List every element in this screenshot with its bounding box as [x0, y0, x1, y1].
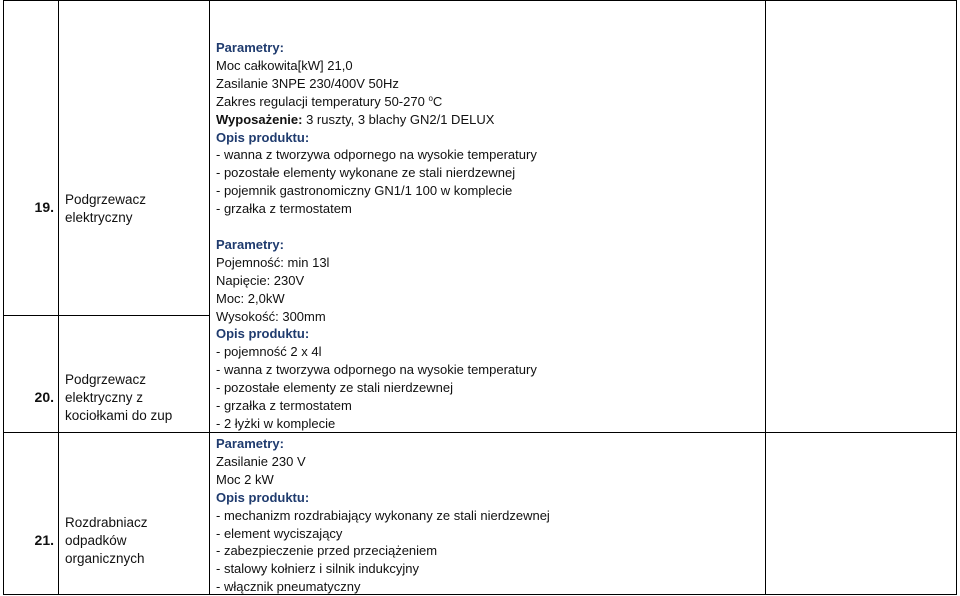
- row-number-cell: [3, 315, 59, 433]
- row-number-cell: [3, 0, 59, 316]
- param-line: Zasilanie 230 V: [216, 453, 306, 469]
- description-heading: Opis produktu:: [216, 489, 310, 505]
- desc-line: - wanna z tworzywa odpornego na wysokie temperatury: [216, 147, 537, 163]
- product-name-line: elektryczny: [65, 210, 133, 225]
- spec-grid: [3, 0, 957, 595]
- desc-line: - stalowy kołnierz i silnik indukcyjny: [216, 561, 420, 577]
- param-line: [216, 93, 537, 111]
- product-name-line: kociołkami do zup: [65, 408, 173, 423]
- product-description: [216, 435, 550, 596]
- product-description-cell: [209, 0, 766, 433]
- desc-line: - 2 łyżki w komplecie: [216, 416, 336, 432]
- param-line: Zasilanie 3NPE 230/400V 50Hz: [216, 75, 399, 91]
- product-name: [65, 371, 205, 425]
- empty-cell: [765, 432, 957, 595]
- desc-line: - mechanizm rozdrabiający wykonany ze stali nierdzewnej: [216, 507, 550, 523]
- product-name-cell: [58, 315, 210, 433]
- parameters-heading: Parametry:: [216, 436, 284, 451]
- product-name-line: odpadków: [65, 533, 127, 548]
- desc-line: - grzałka z termostatem: [216, 201, 352, 217]
- product-name-line: Podgrzewacz: [65, 372, 147, 387]
- row-number: 21.: [34, 532, 54, 548]
- description-heading: Opis produktu:: [216, 129, 310, 145]
- desc-line: - zabezpieczenie przed przeciążeniem: [216, 543, 438, 559]
- param-text: Zakres regulacji temperatury 50-270: [216, 93, 425, 109]
- param-line: Moc 2 kW: [216, 471, 274, 487]
- equipment-value: 3 ruszty, 3 blachy GN2/1 DELUX: [302, 111, 495, 127]
- parameters-heading: Parametry:: [216, 236, 284, 252]
- row-number-cell: [3, 432, 59, 595]
- desc-line: - wanna z tworzywa odpornego na wysokie temperatury: [216, 362, 537, 378]
- desc-line: - grzałka z termostatem: [216, 398, 352, 414]
- product-description-cell: [209, 432, 766, 595]
- desc-line: - pozostałe elementy ze stali nierdzewnej: [216, 380, 454, 396]
- param-line: Wysokość: 300mm: [216, 308, 326, 324]
- product-name-line: organicznych: [65, 551, 145, 566]
- desc-line: - pozostałe elementy wykonane ze stali nierdzewnej: [216, 165, 516, 181]
- product-name-line: elektryczny z: [65, 390, 144, 405]
- param-unit: C: [432, 93, 443, 109]
- row-number: 19.: [34, 199, 54, 215]
- desc-line: - włącznik pneumatyczny: [216, 579, 361, 595]
- product-name-line: Rozdrabniacz: [65, 515, 148, 530]
- equipment-line: [216, 111, 537, 129]
- product-name-cell: [58, 432, 210, 595]
- param-line: Moc: 2,0kW: [216, 290, 285, 306]
- parameters-heading: Parametry:: [216, 40, 284, 55]
- param-line: Moc całkowita[kW] 21,0: [216, 57, 353, 73]
- product-name-cell: [58, 0, 210, 316]
- product-name-line: Podgrzewacz: [65, 192, 147, 207]
- degree-symbol: o: [428, 93, 433, 103]
- desc-line: - pojemnik gastronomiczny GN1/1 100 w komplecie: [216, 183, 513, 199]
- desc-line: - pojemność 2 x 4l: [216, 344, 322, 360]
- product-name: [65, 191, 205, 227]
- row-number: 20.: [34, 389, 54, 405]
- param-line: Pojemność: min 13l: [216, 254, 330, 270]
- equipment-label: Wyposażenie:: [216, 111, 303, 127]
- desc-line: - element wyciszający: [216, 525, 343, 541]
- product-name: [65, 514, 205, 568]
- description-heading: Opis produktu:: [216, 326, 310, 342]
- param-line: Napięcie: 230V: [216, 272, 305, 288]
- empty-cell: [765, 0, 957, 433]
- product-description: [216, 39, 537, 433]
